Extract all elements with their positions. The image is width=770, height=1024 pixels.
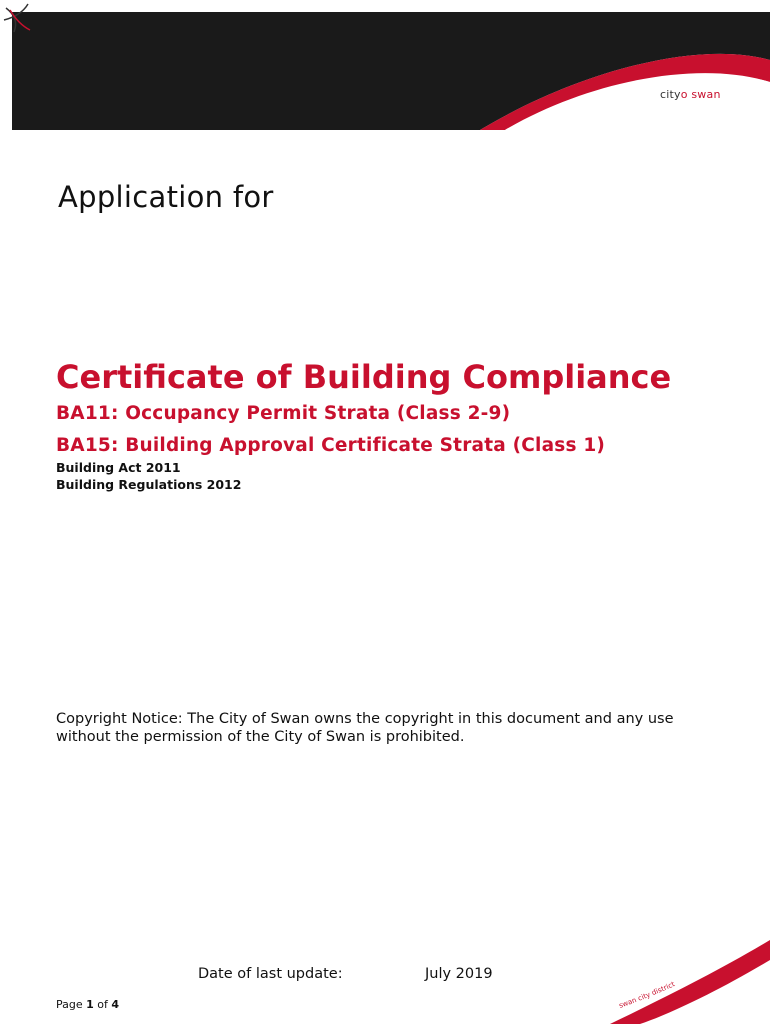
page-total: 4 [111, 998, 120, 1011]
logo-suffix: swan [691, 88, 721, 101]
regulations-reference: Building Regulations 2012 [56, 477, 242, 492]
copyright-notice: Copyright Notice: The City of Swan owns the copyright in this document and any use without the permission of the City of Swan is prohibited. [56, 711, 674, 745]
act-reference: Building Act 2011 [56, 460, 181, 475]
last-update-value: July 2019 [425, 966, 493, 982]
last-update-label: Date of last update: [198, 966, 343, 982]
subtitle-ba11: BA11: Occupancy Permit Strata (Class 2-9) [56, 403, 511, 424]
page-prefix: Page [56, 998, 83, 1011]
swan-logo-icon [0, 0, 120, 36]
page-current: 1 [86, 998, 94, 1011]
logo-middle: o [680, 88, 688, 101]
footer-slogan: swan city district [617, 980, 677, 1010]
page-number [56, 998, 119, 1011]
page-of: of [97, 998, 108, 1011]
application-for-heading: Application for [58, 180, 274, 214]
document-title: Certificate of Building Compliance [56, 358, 672, 396]
subtitle-ba15: BA15: Building Approval Certificate Strata (Class 1) [56, 435, 606, 456]
header-band [0, 0, 770, 140]
logo-prefix: city [660, 88, 681, 101]
footer-swoosh-graphic [600, 930, 770, 1024]
city-of-swan-logo [660, 88, 721, 101]
